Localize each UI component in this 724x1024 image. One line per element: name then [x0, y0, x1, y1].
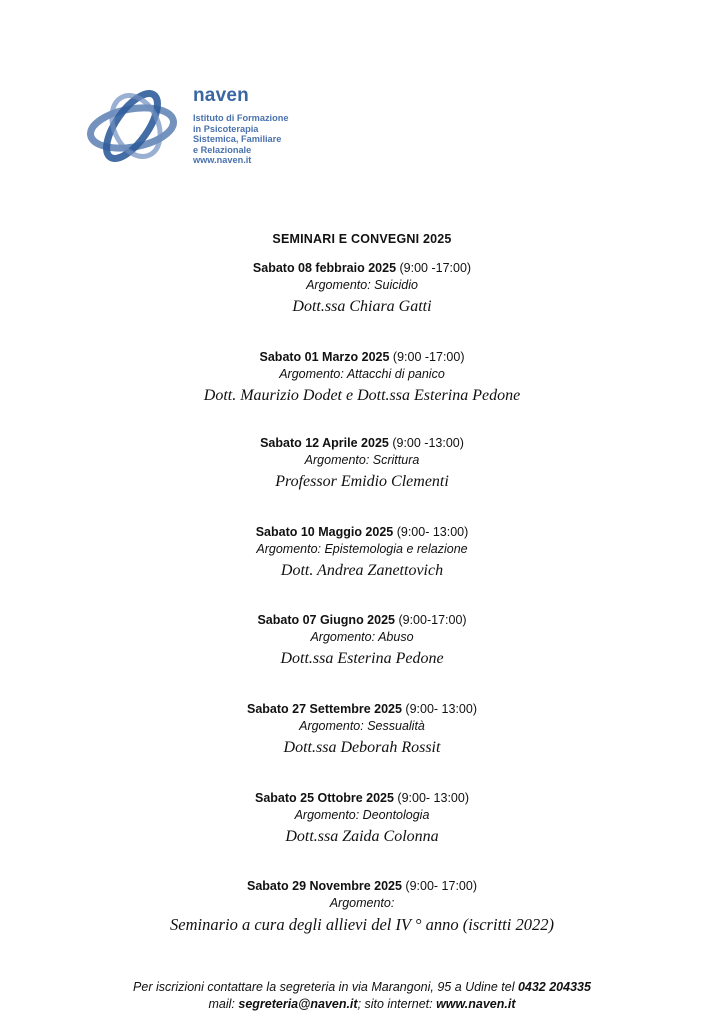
event-speaker: Dott.ssa Zaida Colonna	[285, 828, 439, 845]
footer-mail-label: mail:	[208, 997, 239, 1011]
footer-text: Per iscrizioni contattare la segreteria in via Marangoni, 95 a Udine tel	[133, 980, 518, 994]
event-topic: Argomento: Deontologia	[294, 808, 430, 822]
event-time: (9:00 -17:00)	[389, 350, 465, 364]
event-date: Sabato 01 Marzo 2025	[259, 350, 390, 364]
event-topic: Argomento: Epistemologia e relazione	[256, 542, 468, 556]
event-speaker: Dott. Maurizio Dodet e Dott.ssa Esterina Pedone	[203, 387, 521, 404]
event-item	[0, 524, 724, 584]
page-title: SEMINARI E CONVEGNI 2025	[272, 232, 452, 246]
brand-block	[193, 86, 288, 166]
event-time: (9:00- 13:00)	[393, 791, 469, 805]
orbit-logo-icon	[80, 82, 190, 172]
event-topic: Argomento:	[329, 896, 395, 910]
event-item	[0, 435, 724, 495]
event-time: (9:00-17:00)	[394, 613, 467, 627]
event-time: (9:00 -13:00)	[388, 436, 464, 450]
brand-name: naven	[193, 85, 249, 106]
event-time: (9:00 -17:00)	[396, 261, 472, 275]
event-topic: Argomento: Attacchi di panico	[279, 367, 445, 381]
footer-phone: 0432 204335	[517, 980, 591, 994]
event-date: Sabato 12 Aprile 2025	[260, 436, 389, 450]
naven-logo	[80, 82, 320, 177]
event-topic: Argomento: Suicidio	[306, 278, 418, 292]
footer-site-label: ; sito internet:	[357, 997, 437, 1011]
event-topic: Argomento: Scrittura	[304, 453, 420, 467]
event-speaker: Seminario a cura degli allievi del IV ° anno (iscritti 2022)	[170, 915, 554, 934]
brand-line: in Psicoterapia	[193, 123, 259, 134]
event-item	[0, 878, 724, 938]
event-date: Sabato 08 febbraio 2025	[252, 261, 397, 275]
footer-website: www.naven.it	[436, 997, 516, 1011]
event-speaker: Professor Emidio Clementi	[275, 473, 449, 490]
brand-line: e Relazionale	[193, 144, 252, 155]
brand-line: Istituto di Formazione	[193, 113, 289, 123]
event-time: (9:00- 13:00)	[393, 525, 469, 539]
event-item	[0, 701, 724, 761]
event-time: (9:00- 17:00)	[401, 879, 477, 893]
brand-line: Sistemica, Familiare	[193, 134, 282, 145]
event-speaker: Dott.ssa Chiara Gatti	[292, 298, 432, 315]
event-date: Sabato 25 Ottobre 2025	[255, 791, 394, 805]
event-speaker: Dott.ssa Deborah Rossit	[283, 739, 441, 756]
event-item	[0, 260, 724, 320]
brand-tagline	[193, 113, 288, 166]
footer-email: segreteria@naven.it	[238, 997, 358, 1011]
event-date: Sabato 10 Maggio 2025	[255, 525, 394, 539]
event-time: (9:00- 13:00)	[401, 702, 477, 716]
event-item	[0, 790, 724, 850]
event-item	[0, 349, 724, 409]
event-topic: Argomento: Sessualità	[299, 719, 425, 733]
event-speaker: Dott. Andrea Zanettovich	[280, 562, 444, 579]
event-date: Sabato 27 Settembre 2025	[247, 702, 402, 716]
event-speaker: Dott.ssa Esterina Pedone	[280, 650, 444, 667]
event-item	[0, 612, 724, 672]
event-date: Sabato 07 Giugno 2025	[257, 613, 395, 627]
event-date: Sabato 29 Novembre 2025	[247, 879, 402, 893]
event-topic: Argomento: Abuso	[310, 630, 414, 644]
brand-website: www.naven.it	[193, 155, 252, 166]
contact-footer	[0, 979, 724, 1013]
